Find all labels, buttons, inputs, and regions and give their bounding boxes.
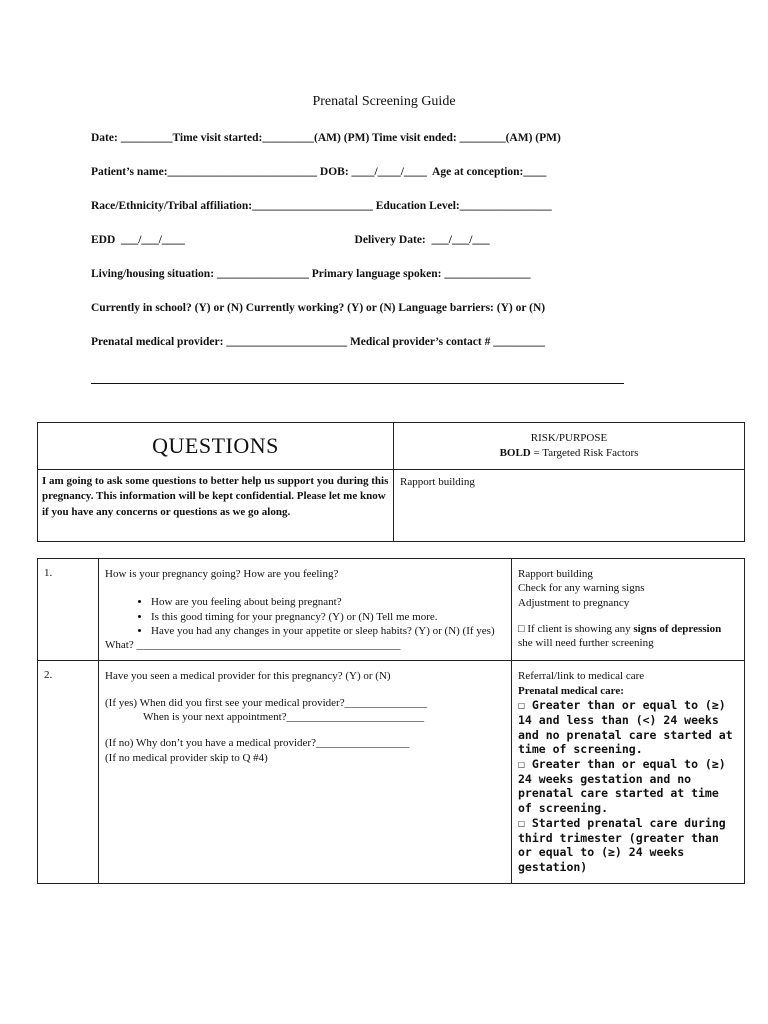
question-text: Have you seen a medical provider for this pregnancy? (Y) or (N) xyxy=(105,670,391,683)
page-title: Prenatal Screening Guide xyxy=(312,94,456,109)
race-education-line: Race/Ethnicity/Tribal affiliation:_____________________ Education Level:________________ xyxy=(91,200,552,212)
bullet-item: • How are you feeling about being pregnant? xyxy=(151,595,505,609)
patient-name-line: Patient’s name:__________________________ DOB: ____/____/____ Age at conception:____ xyxy=(91,166,547,178)
purpose-line: Rapport building xyxy=(518,568,593,580)
question-number: 1. xyxy=(38,559,99,661)
risk-purpose-heading xyxy=(394,423,745,470)
school-work-line: Currently in school? (Y) or (N) Currently working? (Y) or (N) Language barriers: (Y) or (N) xyxy=(91,302,546,314)
question-cell xyxy=(99,559,512,661)
risk-checkbox-item: ☐ Started prenatal care during third trimester (greater than or equal to (≥) 24 weeks gestation) xyxy=(518,815,726,874)
header-table xyxy=(37,422,745,542)
visit-time-line: Date: _________Time visit started:_________(AM) (PM) Time visit ended: ________(AM) (PM) xyxy=(91,132,561,144)
edd-delivery-line: EDD ___/___/____ Delivery Date: ___/___/___ xyxy=(91,234,490,246)
question-row xyxy=(38,661,745,883)
purpose-line: Referral/link to medical care xyxy=(518,670,645,683)
if-yes-line: When is your next appointment?_________________________ xyxy=(143,711,425,724)
purpose-cell xyxy=(512,661,745,883)
depression-risk-note: she will need further screening xyxy=(518,637,654,650)
question-text: How is your pregnancy going? How are you feeling? xyxy=(105,568,339,580)
risk-checkbox-item: ☐ Greater than or equal to (≥) 14 and less than (<) 24 weeks and no prenatal care started at time of screening. xyxy=(518,698,733,757)
housing-language-line: Living/housing situation: ________________ Primary language spoken: _______________ xyxy=(91,268,531,280)
risk-heading-title: RISK/PURPOSE xyxy=(530,432,608,445)
purpose-cell xyxy=(512,559,745,661)
purpose-bold: Prenatal medical care: xyxy=(518,684,624,697)
bullet-item: • Have you had any changes in your appetite or sleep habits? (Y) or (N) (If yes) xyxy=(151,624,505,638)
purpose-line: Adjustment to pregnancy xyxy=(518,596,630,609)
questions-table xyxy=(37,558,745,884)
if-yes-line: (If yes) When did you first see your medical provider?_______________ xyxy=(105,696,428,709)
question-cell xyxy=(99,661,512,883)
question-bullets xyxy=(105,595,505,638)
provider-line: Prenatal medical provider: _____________________ Medical provider’s contact # _________ xyxy=(91,336,545,348)
questions-heading: QUESTIONS xyxy=(38,423,394,470)
intro-purpose: Rapport building xyxy=(394,470,745,542)
question-number: 2. xyxy=(38,661,99,883)
question-row xyxy=(38,559,745,661)
risk-heading-legend: BOLD = Targeted Risk Factors xyxy=(499,447,639,459)
if-no-line: (If no medical provider skip to Q #4) xyxy=(105,751,268,764)
intro-text: I am going to ask some questions to better help us support you during this pregnancy. This information will be kept confidential. Please let me know if you have any concerns or questions as we go along. xyxy=(38,470,394,542)
if-no-line: (If no) Why don’t you have a medical provider?_________________ xyxy=(105,737,410,750)
purpose-line: Check for any warning signs xyxy=(518,582,645,595)
depression-risk: □ If client is showing any signs of depression xyxy=(518,622,722,635)
what-line: What? ________________________________________________ xyxy=(105,639,401,652)
risk-checkbox-item: ☐ Greater than or equal to (≥) 24 weeks gestation and no prenatal care started at time of screening. xyxy=(518,756,726,816)
divider-line xyxy=(91,383,624,384)
bullet-item: • Is this good timing for your pregnancy? (Y) or (N) Tell me more. xyxy=(151,610,505,624)
